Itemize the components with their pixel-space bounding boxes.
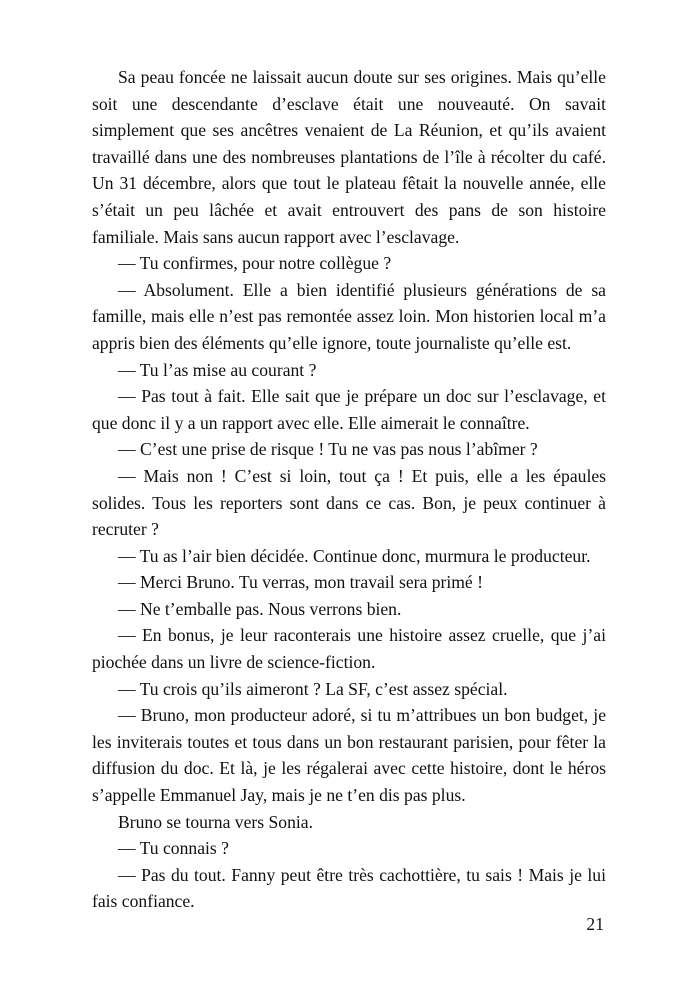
paragraph-7: — Mais non ! C’est si loin, tout ça ! Et puis, elle a les épaules solides. Tous les reporters sont dans ce cas. Bon, je peux continuer à recruter ? — [92, 465, 606, 540]
paragraph-11: — En bonus, je leur raconterais une histoire assez cruelle, que j’ai piochée dans un livre de science-fiction. — [92, 625, 606, 673]
paragraph-1: Sa peau foncée ne laissait aucun doute sur ses origines. Mais qu’elle soit une descendante d’esclave était une nouveauté. On savait simplement que ses ancêtres venaient de La Réunion, et qu’ils avaient travaillé dans une des nombreuses plantations de l’île à récolter du café. Un 31 décembre, alors que tout le plateau fêtait la nouvelle année, elle s’était un peu lâchée et avait entrouvert des pans de son histoire familiale. Mais sans aucun rapport avec l’esclavage. — [92, 67, 606, 247]
paragraph-9: — Merci Bruno. Tu verras, mon travail sera primé ! — [118, 572, 483, 593]
paragraph-14: Bruno se tourna vers Sonia. — [118, 811, 313, 832]
paragraph-3: — Absolument. Elle a bien identifié plusieurs générations de sa famille, mais elle n’est pas remontée assez loin. Mon historien local m’a appris bien des éléments qu’elle ignore, toute journaliste qu’elle est. — [92, 279, 606, 353]
paragraph-2: — Tu confirmes, pour notre collègue ? — [118, 253, 392, 274]
paragraph-15: — Tu connais ? — [118, 838, 229, 859]
paragraph-4: — Tu l’as mise au courant ? — [118, 359, 317, 380]
paragraph-5: — Pas tout à fait. Elle sait que je prépare un doc sur l’esclavage, et que donc il y a un rapport avec elle. Elle aimerait le connaître. — [92, 386, 606, 433]
paragraph-16: — Pas du tout. Fanny peut être très cachottière, tu sais ! Mais je lui fais confiance. — [92, 864, 606, 912]
paragraph-8: — Tu as l’air bien décidée. Continue donc, murmura le producteur. — [118, 545, 591, 566]
paragraph-12: — Tu crois qu’ils aimeront ? La SF, c’est assez spécial. — [118, 678, 508, 699]
paragraph-6: — C’est une prise de risque ! Tu ne vas pas nous l’abîmer ? — [118, 439, 538, 460]
paragraph-10: — Ne t’emballe pas. Nous verrons bien. — [118, 598, 402, 619]
page-body — [92, 64, 606, 915]
paragraph-13: — Bruno, mon producteur adoré, si tu m’attribues un bon budget, je les inviterais toutes et tous dans un bon restaurant parisien, pour fêter la diffusion du doc. Et là, je les régalerai avec cette histoire, dont le héros s’appelle Emmanuel Jay, mais je ne t’en dis pas plus. — [92, 705, 606, 806]
page-number: 21 — [586, 914, 604, 934]
